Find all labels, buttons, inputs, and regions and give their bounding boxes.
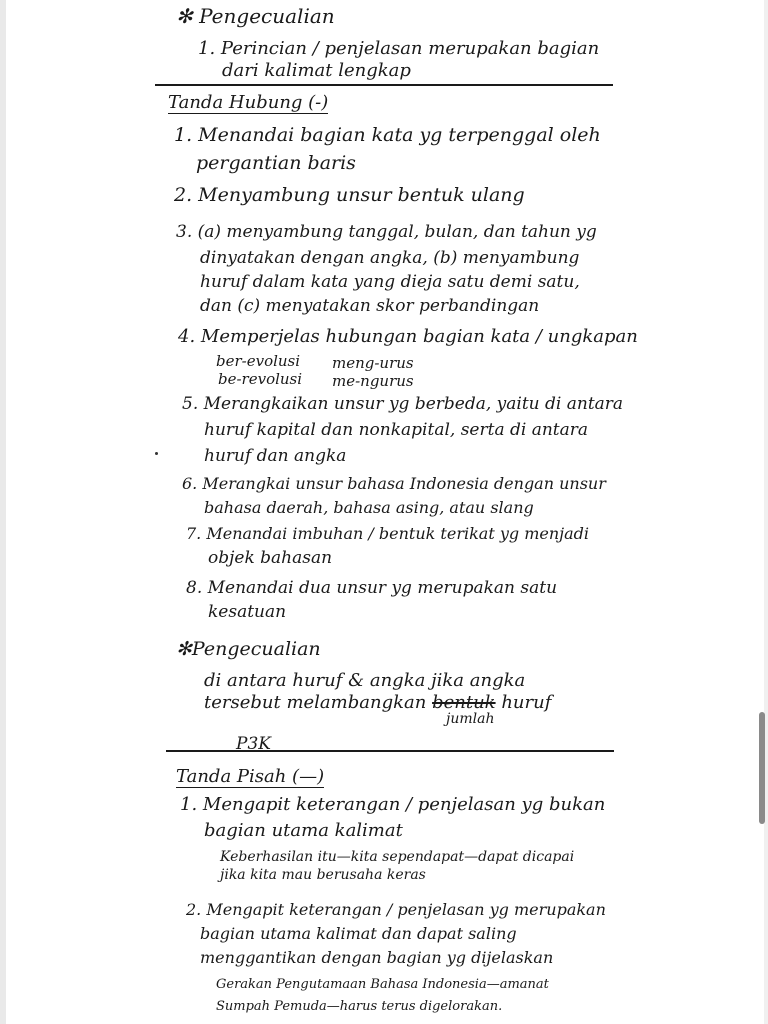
hubung-item-7-b: objek bahasan [208,548,333,568]
hubung-item-1: 1. Menandai bagian kata yg terpenggal oleh [174,124,601,146]
exception-hubung-line-a: di antara huruf & angka jika angka [204,670,526,691]
hubung-item-3-c: huruf dalam kata yang dieja satu demi satu, [200,272,580,292]
hubung-item-3-d: dan (c) menyatakan skor perbandingan [200,296,540,316]
hubung-item-8-b: kesatuan [208,602,287,622]
exception-heading-hubung [176,640,321,659]
exception-heading-text: Pengecualian [199,4,335,28]
scrollbar[interactable] [759,712,765,824]
hubung-item-4-ex2a: be-revolusi [218,370,303,388]
pisah-item-2-example-a: Gerakan Pengutamaan Bahasa Indonesia—amanat [216,977,549,992]
pisah-item-2-example-b: Sumpah Pemuda—harus terus digelorakan. [216,999,503,1014]
pisah-item-1-example-a: Keberhasilan itu—kita sependapat—dapat dicapai [220,849,575,865]
exception-heading-top [176,6,335,26]
exception-hubung-struck: bentuk [432,692,496,713]
hubung-item-7: 7. Menandai imbuhan / bentuk terikat yg menjadi [186,524,589,543]
pisah-item-1-b: bagian utama kalimat [204,820,403,841]
hubung-item-5-c: huruf dan angka [204,446,347,466]
asterisk-mark-icon: ✻ [176,4,193,28]
hubung-item-2: 2. Menyambung unsur bentuk ulang [174,184,525,206]
exception-hubung-b1: tersebut melambangkan [204,692,427,713]
tanda-hubung-title: Tanda Hubung (-) [168,92,329,113]
hubung-item-1-cont: pergantian baris [196,152,356,174]
exception-item-1: 1. Perincian / penjelasan merupakan bagian [198,38,600,59]
divider-bottom [166,750,614,752]
page-edge-left [0,0,6,1024]
hubung-item-3-b: dinyatakan dengan angka, (b) menyambung [200,248,580,268]
exception-heading-hubung-text: Pengecualian [191,638,321,660]
hubung-item-6: 6. Merangkai unsur bahasa Indonesia dengan unsur [182,474,606,493]
pisah-item-1-example-b: jika kita mau berusaha keras [220,867,426,883]
exception-item-1-cont: dari kalimat lengkap [222,60,411,81]
tanda-pisah-title: Tanda Pisah (—) [176,766,325,787]
hubung-item-6-b: bahasa daerah, bahasa asing, atau slang [204,498,534,517]
hubung-item-4-ex1a: ber-evolusi [216,352,301,370]
stray-dot [155,452,158,455]
hubung-item-4: 4. Memperjelas hubungan bagian kata / ungkapan [178,326,638,347]
hubung-item-4-ex1b: meng-urus [332,354,414,372]
pisah-item-2-b: bagian utama kalimat dan dapat saling [200,924,517,943]
pisah-item-2: 2. Mengapit keterangan / penjelasan yg merupakan [186,900,606,919]
asterisk-mark-icon: ✻ [176,638,192,660]
exception-hubung-insert: jumlah [446,711,495,727]
exception-hubung-example: P3K [236,734,271,754]
hubung-item-3: 3. (a) menyambung tanggal, bulan, dan tahun yg [176,222,597,242]
page-edge-right [764,0,768,1024]
hubung-item-5-b: huruf kapital dan nonkapital, serta di antara [204,420,589,440]
pisah-item-1: 1. Mengapit keterangan / penjelasan yg bukan [180,794,606,815]
hubung-item-5: 5. Merangkaikan unsur yg berbeda, yaitu di antara [182,394,624,414]
pisah-item-2-c: menggantikan dengan bagian yg dijelaskan [200,948,554,967]
divider-top [155,84,613,86]
hubung-item-8: 8. Menandai dua unsur yg merupakan satu [186,578,558,598]
exception-hubung-b2: huruf [501,692,552,713]
hubung-item-4-ex2b: me-ngurus [332,372,414,390]
exception-hubung-line-b [204,694,551,712]
